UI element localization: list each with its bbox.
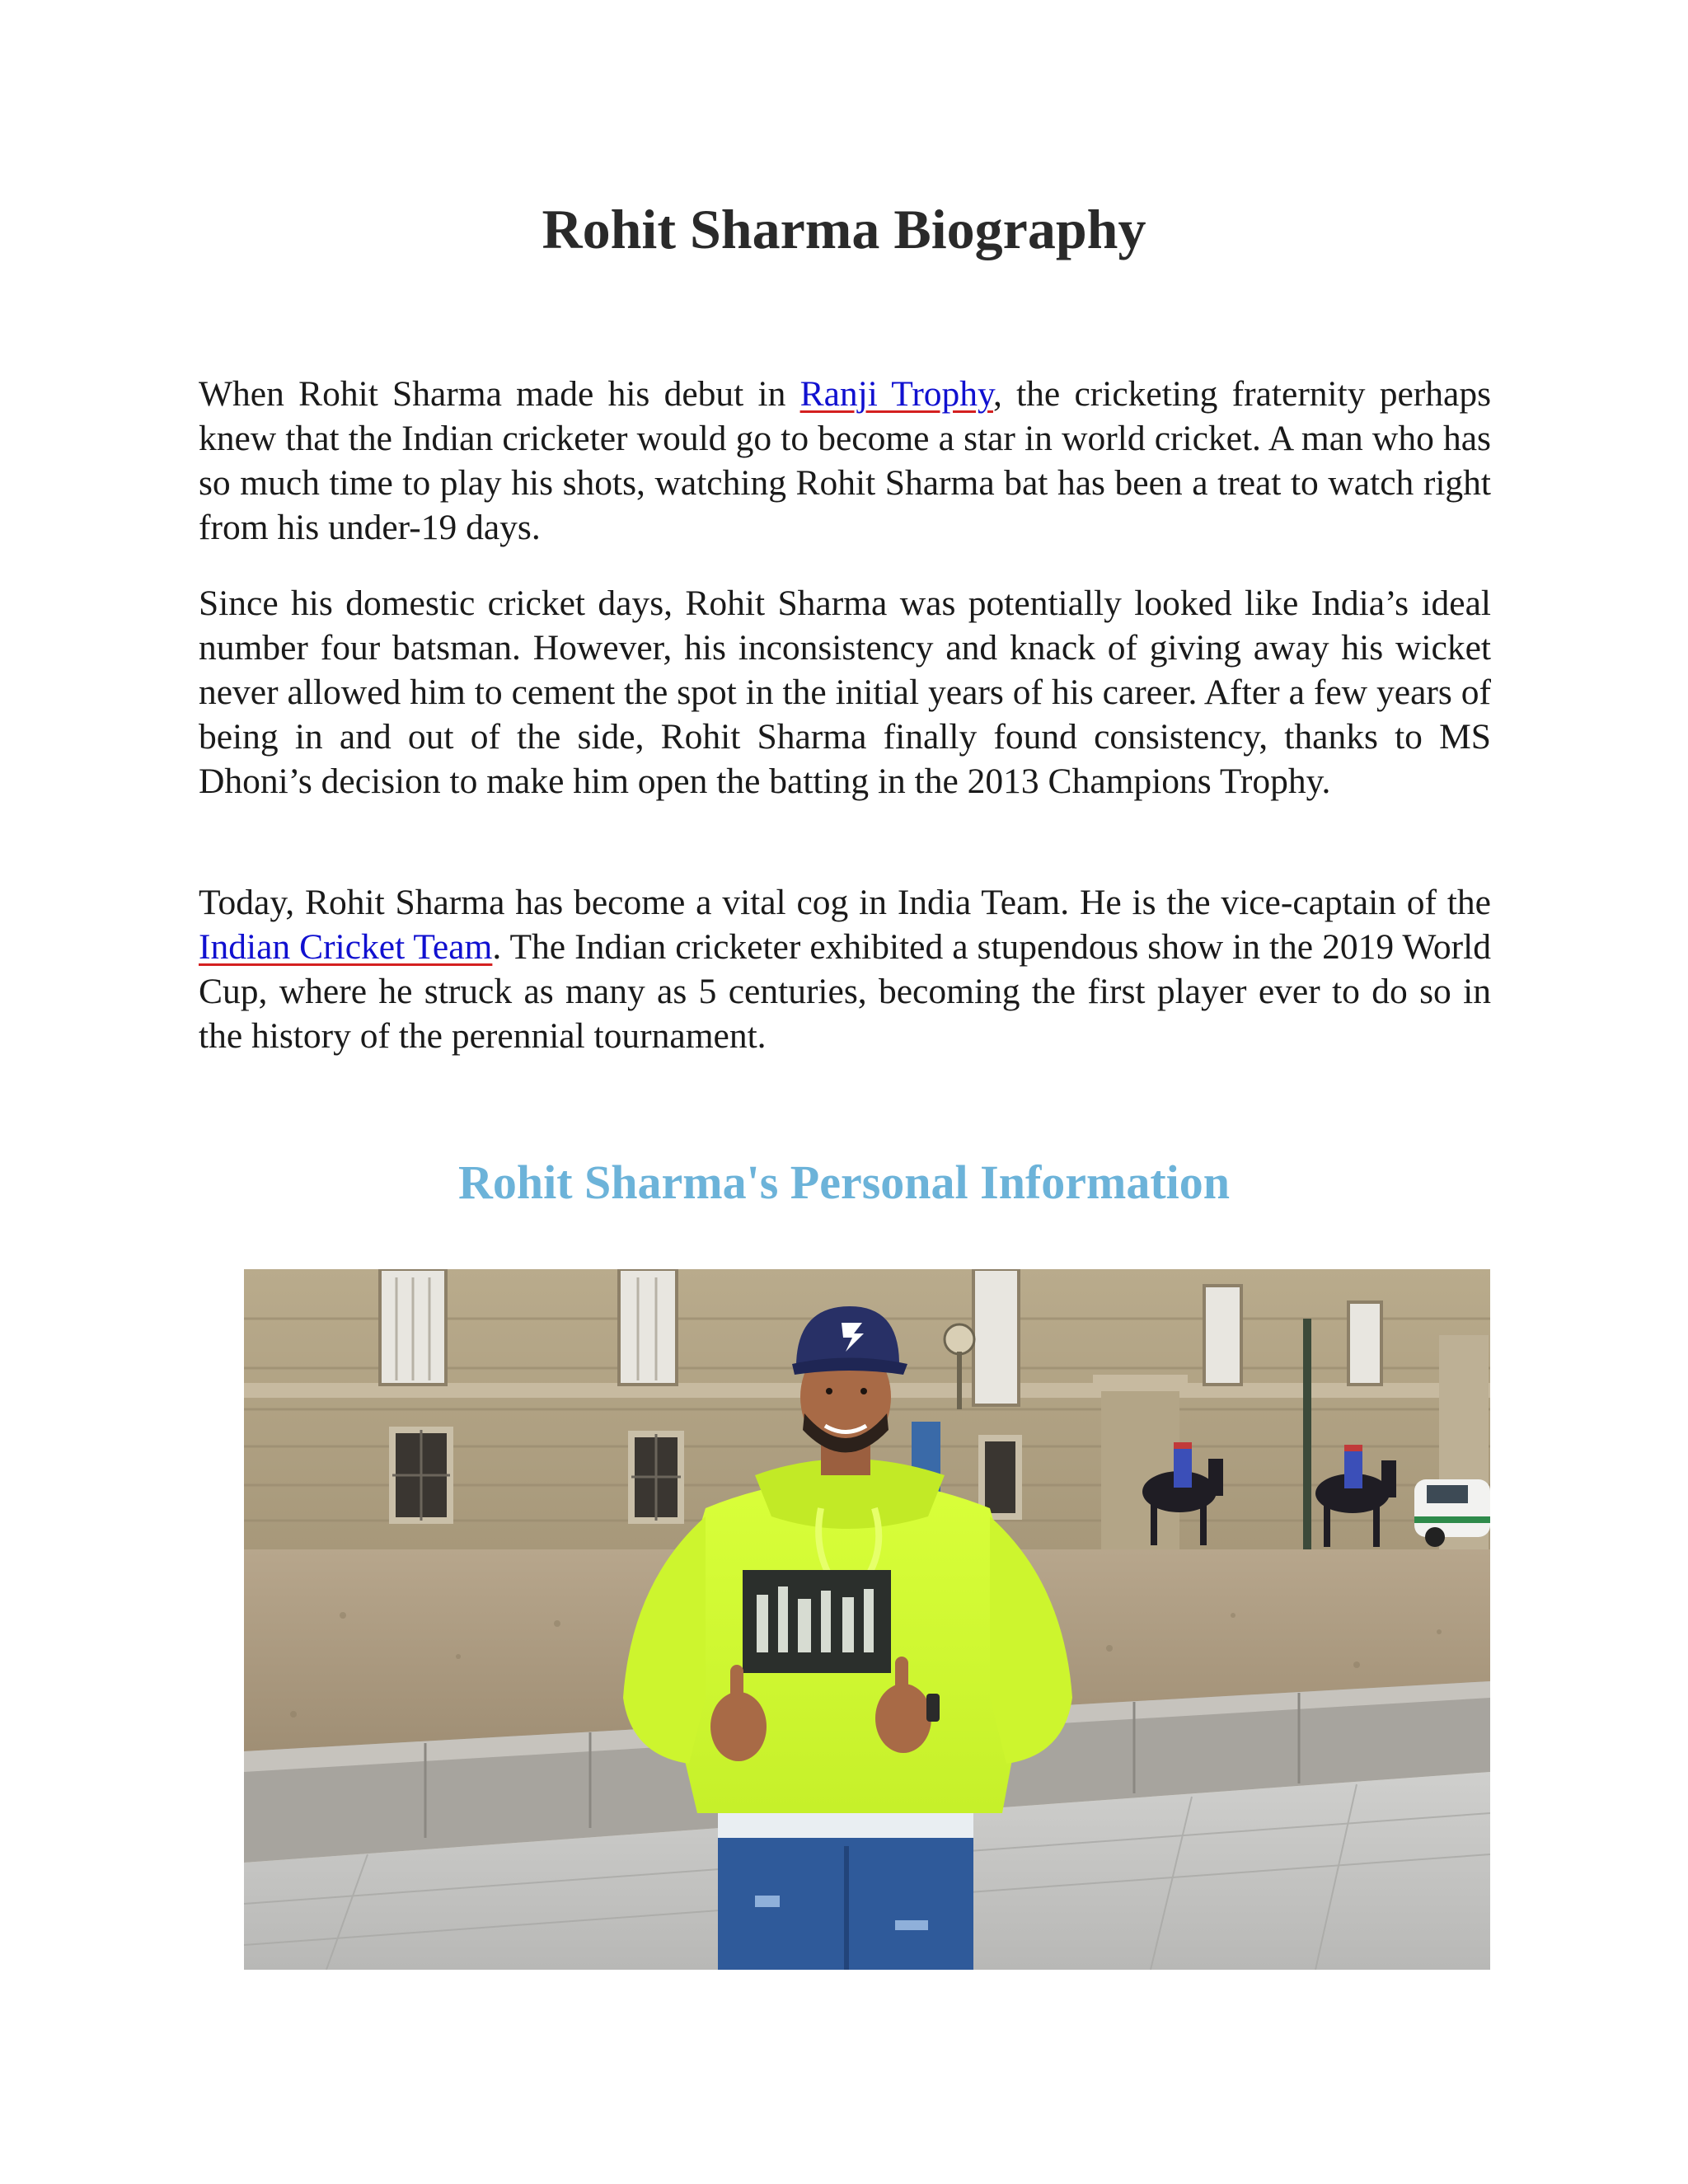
paragraph-text: When Rohit Sharma made his debut in xyxy=(199,374,800,414)
ranji-trophy-link[interactable]: Ranji Trophy xyxy=(799,374,993,414)
rohit-sharma-photo xyxy=(244,1269,1490,1970)
indian-cricket-team-link[interactable]: Indian Cricket Team xyxy=(199,927,493,967)
biography-paragraph-3 xyxy=(199,880,1491,1058)
biography-paragraph-1 xyxy=(199,372,1491,550)
photo-illustration xyxy=(244,1269,1490,1970)
paragraph-text: , the cricketing fraternity perhaps knew that the Indian cricketer would go to become a star in world cricket. A man who has so much time to play his shots, watching Rohit Sharma bat has been a treat to watch right from his under-19 days. xyxy=(199,374,1491,547)
document-title: Rohit Sharma Biography xyxy=(542,198,1146,260)
biography-paragraph-2: Since his domestic cricket days, Rohit Sharma was potentially looked like India’s ideal number four batsman. However, his inconsistency and knack of giving away his wicket never allowed him to cement the spot in the initial years of his career. After a few years of being in and out of the side, Rohit Sharma finally found consistency, thanks to MS Dhoni’s decision to make him open the batting in the 2013 Champions Trophy. xyxy=(199,583,1491,801)
paragraph-text: Today, Rohit Sharma has become a vital cog in India Team. He is the vice-captain of the xyxy=(199,883,1491,922)
section-heading-personal-info: Rohit Sharma's Personal Information xyxy=(457,1155,1231,1209)
paragraph-text: . The Indian cricketer exhibited a stupendous show in the 2019 World Cup, where he struck as many as 5 centuries, becoming the first player ever to do so in the history of the perennial tournament. xyxy=(199,927,1491,1056)
